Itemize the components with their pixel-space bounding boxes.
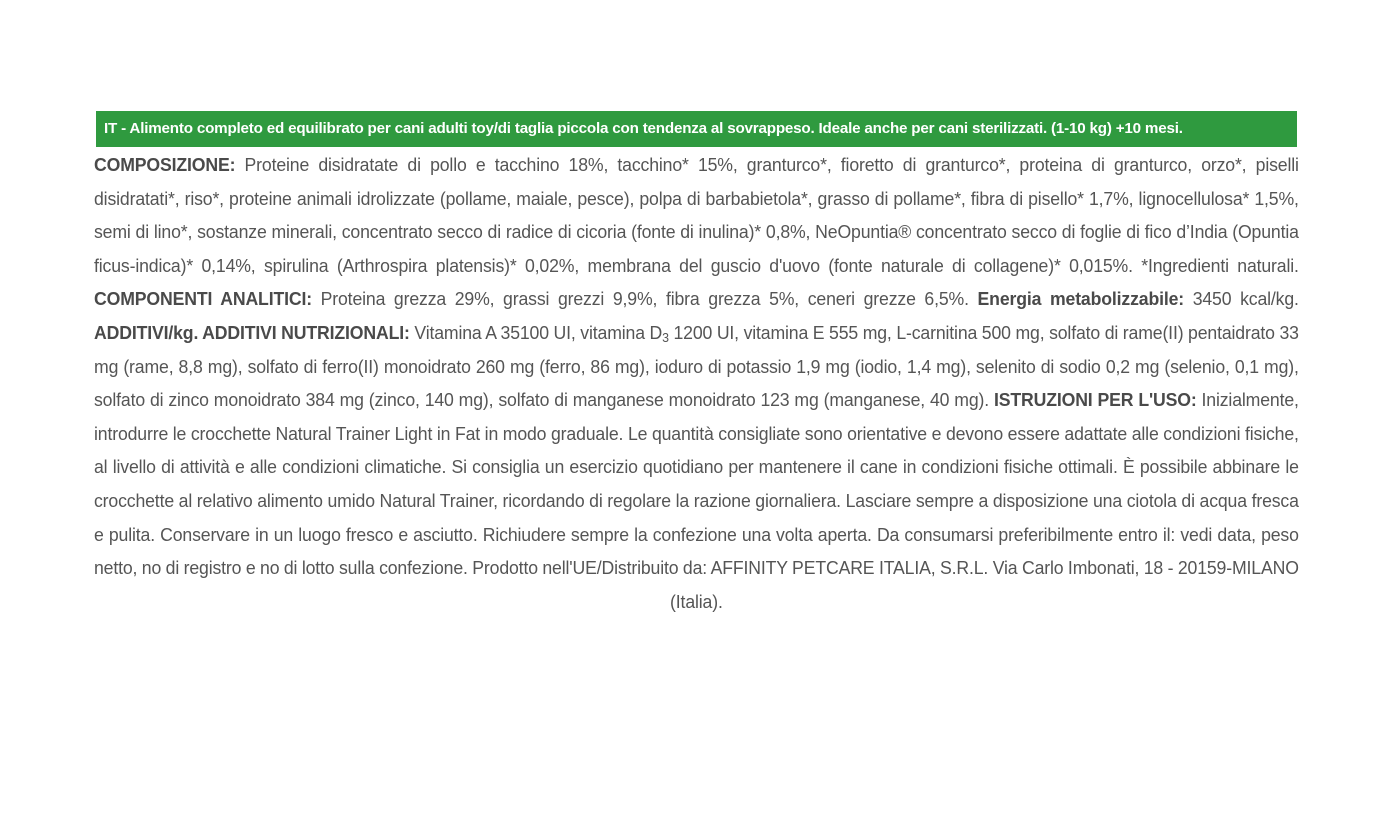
additivi-text-part1: Vitamina A 35100 UI, vitamina D — [409, 321, 663, 343]
product-description-banner: IT - Alimento completo ed equilibrato per cani adulti toy/di taglia piccola con tendenza al sovrappeso. Ideale anche per cani sterilizzati. (1-10 kg) +10 mesi. — [96, 111, 1297, 147]
energia-text: 3450 kcal/kg. — [1184, 288, 1299, 310]
istruzioni-text: Inizialmente, introdurre le crocchette Natural Trainer Light in Fat in modo graduale. Le quantità consigliate sono orientative e devono essere adattate alle condizioni fisiche, al livello di attività e alle condizioni climatiche. Si consiglia un esercizio quotidiano per mantenere il cane in condizioni fisiche ottimali. È possibile abbinare le crocchette al relativo alimento umido Natural Trainer, ricordando di regolare la razione giornaliera. Lasciare sempre a disposizione una ciotola di acqua fresca e pulita. Conservare in un luogo fresco e asciutto. Richiudere sempre la confezione una volta aperta. Da consumarsi preferibilmente entro il: vedi data, peso netto, no di registro e no di lotto sulla confezione. Prodotto nell'UE/Distribuito da: AFFINITY PETCARE ITALIA, S.R.L. Via Carlo Imbonati, 18 - 20159-MILANO (Italia). — [94, 389, 1299, 612]
istruzioni-heading: ISTRUZIONI PER L'USO: — [993, 389, 1197, 411]
additivi-text-part2: 1200 UI, vitamina E 555 mg, L-carnitina 500 mg, solfato di rame(II) pentaidrato 33 mg (rame, 8,8 mg), solfato di ferro(II) monoidrato 260 mg (ferro, 86 mg), ioduro di potassio 1,9 mg (iodio, 1,4 mg), selenito di sodio 0,2 mg (selenio, 0,1 mg), solfato di zinco monoidrato 384 mg (zinco, 140 mg), solfato di manganese monoidrato 123 mg (manganese, 40 mg). — [94, 321, 1299, 411]
composizione-text: Proteine disidratate di pollo e tacchino 18%, tacchino* 15%, granturco*, fioretto di granturco*, proteina di granturco, orzo*, piselli disidratati*, riso*, proteine animali idrolizzate (pollame, maiale, pesce), polpa di barbabietola*, grasso di pollame*, fibra di pisello* 1,7%, lignocellulosa* 1,5%, semi di lino*, sostanze minerali, concentrato secco di radice di cicoria (fonte di inulina)* 0,8%, NeOpuntia® concentrato secco di foglie di fico d’India (Opuntia ficus-indica)* 0,14%, spirulina (Arthrospira platensis)* 0,02%, membrana del guscio d'uovo (fonte naturale di collagene)* 0,015%. *Ingredienti naturali. — [94, 154, 1299, 276]
label-body-text — [94, 148, 1299, 618]
componenti-analitici-heading: COMPONENTI ANALITICI: — [94, 288, 312, 310]
vitamin-d-subscript: 3 — [662, 330, 669, 346]
composizione-heading: COMPOSIZIONE: — [94, 154, 236, 175]
additivi-heading: ADDITIVI/kg. ADDITIVI NUTRIZIONALI: — [94, 321, 410, 343]
componenti-analitici-text: Proteina grezza 29%, grassi grezzi 9,9%, fibra grezza 5%, ceneri grezze 6,5%. — [311, 288, 978, 310]
energia-heading: Energia metabolizzabile: — [977, 288, 1185, 310]
